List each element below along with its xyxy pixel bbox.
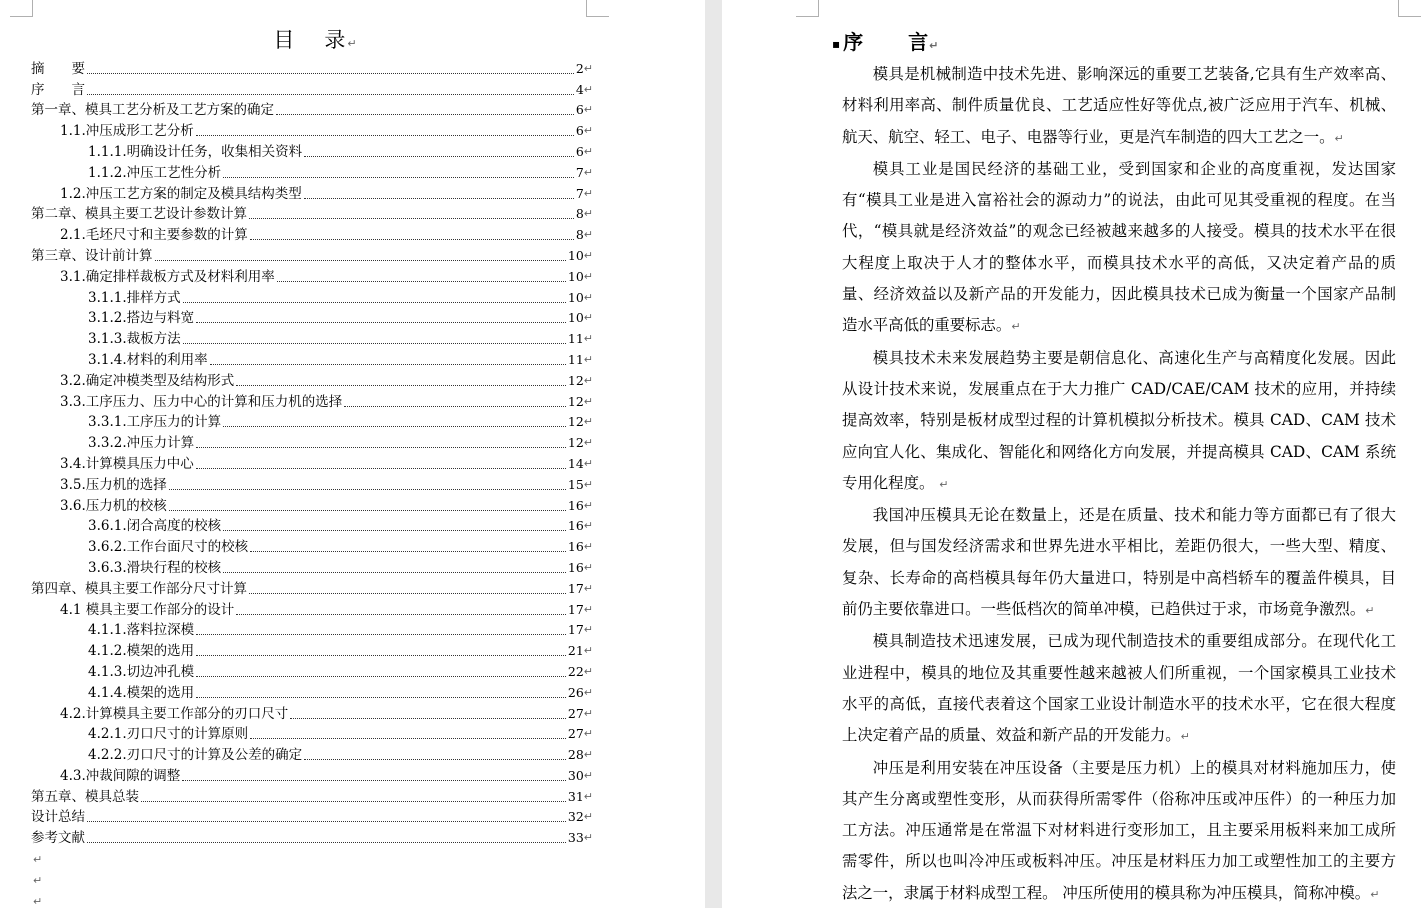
toc-page-number: 17 — [567, 580, 584, 596]
toc-leader-dots — [304, 198, 574, 199]
paragraph-mark: ↵ — [583, 623, 593, 637]
toc-page-number: 6 — [575, 123, 584, 139]
toc-entry[interactable] — [31, 453, 593, 474]
toc-page-number: 7 — [575, 164, 584, 180]
paragraph-mark: ↵ — [583, 103, 593, 117]
paragraph-mark: ↵ — [583, 269, 593, 283]
toc-leader-dots — [183, 302, 566, 303]
toc-leader-dots — [250, 239, 574, 240]
toc-page — [0, 0, 705, 908]
toc-page-number: 11 — [567, 331, 584, 347]
toc-entry-text: 3.5.压力机的选择 — [60, 476, 167, 493]
paragraph-mark: ↵ — [1370, 887, 1380, 901]
toc-entry-text: 4.3.冲裁间隙的调整 — [60, 767, 181, 784]
paragraph-mark: ↵ — [583, 124, 593, 138]
toc-title: 目 录↵ — [273, 28, 359, 52]
toc-entry-text: 设计总结 — [31, 809, 85, 826]
page-corner-mark — [586, 0, 609, 17]
toc-page-number: 17 — [567, 601, 584, 617]
preface-paragraph-text: 模具工业是国民经济的基础工业，受到国家和企业的高度重视，发达国家有“模具工业是进入富裕社会的源动力”的说法，由此可见其受重视的程度。在当代，“模具就是经济效益”的观念已经被越来越多的人接受。模具的技术水平在很大程度上取决于人才的整体水平，而模具技术水平的高低，又决定着产品的质量、经济效益以及新产品的开发能力，因此模具技术已成为衡量一个国家产品制造水平高低的重要标志。 — [842, 159, 1396, 335]
toc-page-number: 2 — [575, 60, 584, 76]
paragraph-mark: ↵ — [583, 727, 593, 741]
paragraph-mark: ↵ — [583, 644, 593, 658]
empty-paragraphs — [33, 853, 42, 908]
toc-page-number: 22 — [567, 663, 584, 679]
toc-entry-text: 4.2.2.刃口尺寸的计算及公差的确定 — [88, 747, 303, 764]
toc-entry[interactable] — [31, 557, 593, 578]
toc-page-number: 16 — [567, 497, 584, 513]
toc-entry-text: 3.2.确定冲模类型及结构形式 — [60, 372, 235, 389]
toc-entry-text: 1.1.2.冲压工艺性分析 — [88, 164, 222, 181]
toc-page-number: 6 — [575, 143, 584, 159]
toc-leader-dots — [236, 614, 566, 615]
toc-entry[interactable] — [31, 495, 593, 516]
paragraph-mark: ↵ — [583, 61, 593, 75]
toc-entry[interactable] — [31, 703, 593, 724]
toc-leader-dots — [344, 406, 566, 407]
toc-leader-dots — [223, 426, 566, 427]
toc-leader-dots — [196, 634, 566, 635]
toc-entry-text: 3.1.3.裁板方法 — [88, 331, 181, 348]
toc-leader-dots — [87, 842, 566, 843]
toc-entry[interactable] — [31, 516, 593, 537]
toc-entry-text: 第一章、模具工艺分析及工艺方案的确定 — [31, 102, 274, 119]
paragraph-mark: ↵ — [583, 228, 593, 242]
paragraph-mark: ↵ — [583, 768, 593, 782]
paragraph-mark: ↵ — [1334, 131, 1344, 145]
toc-page-number: 10 — [567, 247, 584, 263]
toc-entry-text: 3.1.4.材料的利用率 — [88, 351, 208, 368]
toc-page-number: 10 — [567, 268, 584, 284]
toc-entry[interactable] — [31, 640, 593, 661]
toc-entry[interactable] — [31, 79, 593, 100]
paragraph-mark: ↵ — [1180, 730, 1190, 744]
toc-page-number: 8 — [575, 206, 584, 222]
toc-leader-dots — [183, 343, 566, 344]
paragraph-mark: ↵ — [583, 560, 593, 574]
paragraph-mark: ↵ — [583, 519, 593, 533]
toc-entry-text: 4.1.3.切边冲孔模 — [88, 663, 195, 680]
toc-entry[interactable] — [31, 724, 593, 745]
toc-page-number: 33 — [567, 830, 584, 846]
toc-leader-dots — [223, 530, 566, 531]
toc-entry-text: 1.1.1.明确设计任务，收集相关资料 — [88, 143, 303, 160]
toc-entry[interactable] — [31, 245, 593, 266]
toc-entry-text: 3.4.计算模具压力中心 — [60, 455, 194, 472]
toc-leader-dots — [182, 780, 566, 781]
toc-page-number: 12 — [567, 372, 584, 388]
toc-entry[interactable] — [31, 807, 593, 828]
toc-leader-dots — [236, 385, 566, 386]
toc-entry-text: 3.3.1.工序压力的计算 — [88, 414, 222, 431]
toc-leader-dots — [277, 281, 566, 282]
paragraph-mark: ↵ — [583, 831, 593, 845]
toc-page-number: 26 — [567, 684, 584, 700]
toc-leader-dots — [196, 655, 566, 656]
paragraph-mark: ↵ — [583, 82, 593, 96]
paragraph-mark: ↵ — [583, 748, 593, 762]
toc-entry[interactable] — [31, 58, 593, 79]
toc-entry-text: 摘 要 — [31, 60, 85, 77]
paragraph-mark: ↵ — [583, 248, 593, 262]
toc-entry[interactable] — [31, 599, 593, 620]
toc-entry-text: 1.2.冲压工艺方案的制定及模具结构类型 — [60, 185, 302, 202]
toc-entry[interactable] — [31, 370, 593, 391]
toc-entry-text: 3.6.压力机的校核 — [60, 497, 167, 514]
toc-leader-dots — [304, 156, 574, 157]
toc-entry-text: 参考文献 — [31, 830, 85, 847]
paragraph-mark: ↵ — [583, 165, 593, 179]
toc-page-number: 27 — [567, 705, 584, 721]
toc-entry-text: 3.3.工序压力、压力中心的计算和压力机的选择 — [60, 393, 343, 410]
toc-leader-dots — [155, 260, 566, 261]
paragraph-mark: ↵ — [583, 664, 593, 678]
toc-page-number: 4 — [575, 81, 584, 97]
paragraph-mark: ↵ — [583, 144, 593, 158]
toc-entry[interactable] — [31, 661, 593, 682]
toc-entry[interactable] — [31, 141, 593, 162]
toc-entry-text: 4.1.1.落料拉深模 — [88, 622, 195, 639]
toc-entry[interactable] — [31, 328, 593, 349]
preface-paragraph — [842, 500, 1396, 626]
toc-leader-dots — [223, 177, 574, 178]
paragraph-mark: ↵ — [939, 477, 949, 491]
toc-leader-dots — [276, 114, 574, 115]
table-of-contents — [31, 58, 593, 848]
toc-page-number: 17 — [567, 622, 584, 638]
paragraph-mark: ↵ — [583, 810, 593, 824]
paragraph-mark: ↵ — [583, 290, 593, 304]
toc-leader-dots — [196, 322, 566, 323]
toc-entry[interactable] — [31, 349, 593, 370]
preface-paragraph-text: 模具技术未来发展趋势主要是朝信息化、高速化生产与高精度化发展。因此从设计技术来说，发展重点在于大力推广 CAD/CAE/CAM 技术的应用，并持续提高效率，特别是板材成型过程的计算机模拟分析技术。模具 CAD、CAM 技术应向宜人化、集成化、智能化和网络化方向发展，并提高模具 CAD、CAM 系统专用化程度。 — [842, 348, 1396, 492]
toc-leader-dots — [223, 572, 566, 573]
toc-leader-dots — [87, 94, 574, 95]
preface-paragraph-text: 模具制造技术迅速发展，已成为现代制造技术的重要组成部分。在现代化工业进程中，模具的地位及其重要性越来越被人们所重视，一个国家模具工业技术水平的高低，直接代表着这个国家工业设计制造水平的技术水平，它在很大程度上决定着产品的质量、效益和新产品的开发能力。 — [842, 632, 1396, 745]
toc-leader-dots — [250, 551, 566, 552]
toc-leader-dots — [169, 510, 566, 511]
toc-entry[interactable] — [31, 744, 593, 765]
preface-paragraph-text: 我国冲压模具无论在数量上，还是在质量、技术和能力等方面都已有了很大发展，但与国发经济需求和世界先进水平相比，差距仍很大，一些大型、精度、复杂、长寿命的高档模具每年仍大量进口，特别是中高档轿车的覆盖件模具，目前仍主要依靠进口。一些低档次的简单冲模，已趋供过于求，市场竟争激烈。 — [842, 506, 1396, 619]
toc-page-number: 11 — [567, 351, 584, 367]
preface-paragraph — [842, 343, 1396, 500]
toc-page-number: 7 — [575, 185, 584, 201]
toc-entry[interactable] — [31, 120, 593, 141]
page-corner-mark — [10, 0, 33, 17]
toc-entry[interactable] — [31, 412, 593, 433]
toc-entry-text: 序 言 — [31, 81, 85, 98]
preface-heading: ▪ 序 言↵ — [832, 30, 940, 54]
toc-entry[interactable] — [31, 474, 593, 495]
toc-leader-dots — [290, 718, 566, 719]
toc-entry[interactable] — [31, 786, 593, 807]
toc-entry[interactable] — [31, 391, 593, 412]
toc-entry[interactable] — [31, 100, 593, 121]
toc-entry-text: 4.1.4.模架的选用 — [88, 684, 195, 701]
paragraph-mark: ↵ — [583, 706, 593, 720]
toc-page-number: 16 — [567, 518, 584, 534]
toc-leader-dots — [250, 738, 566, 739]
toc-page-number: 31 — [567, 788, 584, 804]
paragraph-mark: ↵ — [583, 602, 593, 616]
toc-page-number: 6 — [575, 102, 584, 118]
toc-entry-text: 1.1.冲压成形工艺分析 — [60, 123, 194, 140]
toc-entry[interactable] — [31, 162, 593, 183]
paragraph-mark: ↵ — [583, 352, 593, 366]
toc-entry-text: 3.1.确定排样裁板方式及材料利用率 — [60, 268, 275, 285]
paragraph-mark: ↵ — [583, 581, 593, 595]
toc-leader-dots — [196, 676, 566, 677]
paragraph-mark: ↵ — [583, 415, 593, 429]
toc-leader-dots — [249, 218, 574, 219]
toc-entry[interactable] — [31, 204, 593, 225]
toc-page-number: 10 — [567, 310, 584, 326]
toc-entry-text: 3.3.2.冲压力计算 — [88, 435, 195, 452]
paragraph-mark: ↵ — [583, 332, 593, 346]
toc-leader-dots — [304, 759, 566, 760]
toc-entry-text: 2.1.毛坯尺寸和主要参数的计算 — [60, 227, 248, 244]
preface-paragraph — [842, 59, 1396, 154]
toc-leader-dots — [87, 73, 574, 74]
toc-page-number: 14 — [567, 455, 584, 471]
toc-entry-text: 3.1.2.搭边与料宽 — [88, 310, 195, 327]
toc-page-number: 8 — [575, 227, 584, 243]
toc-page-number: 12 — [567, 435, 584, 451]
toc-leader-dots — [196, 468, 566, 469]
paragraph-mark: ↵ — [583, 311, 593, 325]
paragraph-mark: ↵ — [583, 394, 593, 408]
preface-page — [722, 0, 1425, 908]
toc-leader-dots — [196, 447, 566, 448]
toc-leader-dots — [169, 489, 566, 490]
paragraph-mark: ↵ — [33, 874, 43, 887]
paragraph-mark: ↵ — [583, 685, 593, 699]
toc-page-number: 12 — [567, 393, 584, 409]
paragraph-mark: ↵ — [583, 186, 593, 200]
paragraph-mark: ↵ — [583, 456, 593, 470]
toc-entry-text: 4.1 模具主要工作部分的设计 — [60, 601, 235, 618]
toc-entry[interactable] — [31, 308, 593, 329]
toc-entry[interactable] — [31, 578, 593, 599]
page-corner-mark — [796, 0, 819, 17]
toc-entry[interactable] — [31, 266, 593, 287]
toc-leader-dots — [196, 135, 574, 136]
paragraph-mark: ↵ — [583, 789, 593, 803]
toc-page-number: 32 — [567, 809, 584, 825]
toc-entry-text: 第二章、模具主要工艺设计参数计算 — [31, 206, 247, 223]
paragraph-mark: ↵ — [33, 895, 43, 908]
toc-leader-dots — [141, 801, 566, 802]
toc-entry-text: 3.1.1.排样方式 — [88, 289, 181, 306]
preface-paragraph — [842, 154, 1396, 343]
toc-entry-text: 4.2.1.刃口尺寸的计算原则 — [88, 726, 249, 743]
toc-page-number: 12 — [567, 414, 584, 430]
paragraph-mark: ↵ — [583, 436, 593, 450]
preface-paragraph-text: 冲压是利用安装在冲压设备（主要是压力机）上的模具对材料施加压力，使其产生分离或塑性变形，从而获得所需零件（俗称冲压或冲压件）的一种压力加工方法。冲压通常是在常温下对材料进行变形加工，且主要采用板料来加工成所需零件，所以也叫冷冲压或板料冲压。冲压是材料压力加工或塑性加工的主要方法之一，隶属于材料成型工程。 冲压所使用的模具称为冲压模具，简称冲模。 — [842, 758, 1396, 902]
paragraph-mark: ↵ — [583, 207, 593, 221]
toc-leader-dots — [249, 593, 566, 594]
toc-entry-text: 第三章、设计前计算 — [31, 247, 153, 264]
toc-entry-text: 3.6.2.工作台面尺寸的校核 — [88, 539, 249, 556]
toc-entry-text: 3.6.3.滑块行程的校核 — [88, 559, 222, 576]
toc-page-number: 27 — [567, 726, 584, 742]
toc-entry[interactable] — [31, 224, 593, 245]
paragraph-mark: ↵ — [33, 853, 43, 866]
preface-body — [842, 59, 1396, 908]
paragraph-mark: ↵ — [583, 373, 593, 387]
toc-entry[interactable] — [31, 183, 593, 204]
toc-page-number: 10 — [567, 289, 584, 305]
toc-page-number: 16 — [567, 559, 584, 575]
toc-entry[interactable] — [31, 536, 593, 557]
toc-entry-text: 4.1.2.模架的选用 — [88, 643, 195, 660]
toc-page-number: 15 — [567, 476, 584, 492]
toc-entry[interactable] — [31, 765, 593, 786]
toc-entry[interactable] — [31, 827, 593, 848]
toc-entry[interactable] — [31, 682, 593, 703]
toc-leader-dots — [210, 364, 566, 365]
paragraph-mark: ↵ — [1365, 604, 1375, 618]
toc-entry-text: 第五章、模具总装 — [31, 788, 139, 805]
toc-entry[interactable] — [31, 620, 593, 641]
toc-entry-text: 4.2.计算模具主要工作部分的刃口尺寸 — [60, 705, 289, 722]
toc-page-number: 30 — [567, 767, 584, 783]
paragraph-mark: ↵ — [583, 477, 593, 491]
toc-entry[interactable] — [31, 287, 593, 308]
paragraph-mark: ↵ — [1011, 320, 1021, 334]
page-corner-mark — [1398, 0, 1421, 17]
toc-entry-text: 3.6.1.闭合高度的校核 — [88, 518, 222, 535]
toc-leader-dots — [87, 821, 566, 822]
toc-entry-text: 第四章、模具主要工作部分尺寸计算 — [31, 580, 247, 597]
toc-entry[interactable] — [31, 432, 593, 453]
paragraph-mark: ↵ — [583, 498, 593, 512]
toc-page-number: 28 — [567, 747, 584, 763]
paragraph-mark: ↵ — [583, 540, 593, 554]
preface-paragraph — [842, 753, 1396, 908]
toc-leader-dots — [196, 697, 566, 698]
preface-paragraph — [842, 626, 1396, 752]
preface-paragraph-text: 模具是机械制造中技术先进、影响深远的重要工艺装备,它具有生产效率高、材料利用率高、制件质量优良、工艺适应性好等优点,被广泛应用于汽车、机械、航天、航空、轻工、电子、电器等行业，更是汽车制造的四大工艺之一。 — [842, 65, 1396, 146]
toc-page-number: 21 — [567, 643, 584, 659]
toc-page-number: 16 — [567, 539, 584, 555]
